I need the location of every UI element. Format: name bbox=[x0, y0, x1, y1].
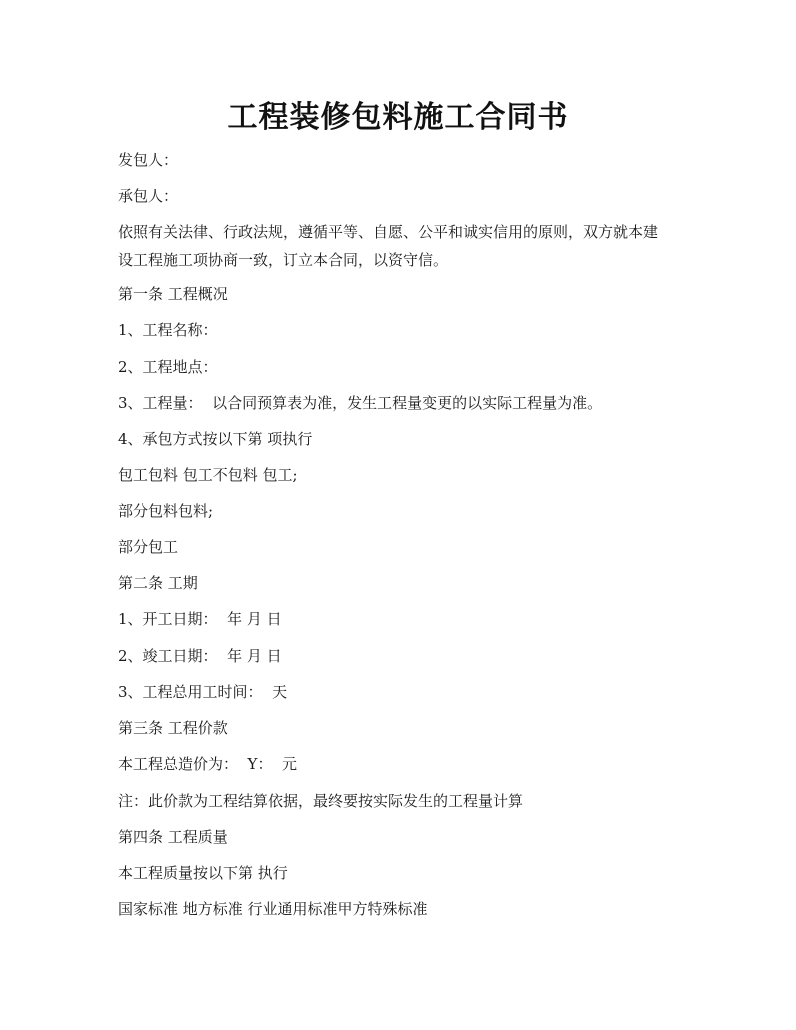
intro-line-1: 依照有关法律、行政法规，遵循平等、自愿、公平和诚实信用的原则，双方就本建 bbox=[118, 223, 659, 241]
contract-method-item: 4、承包方式按以下第 项执行 bbox=[118, 430, 313, 448]
intro-paragraph bbox=[118, 220, 688, 272]
article-3-heading: 第三条 工程价款 bbox=[118, 719, 228, 737]
start-date-item: 1、开工日期： 年 月 日 bbox=[118, 610, 282, 628]
completion-date-item: 2、竣工日期： 年 月 日 bbox=[118, 647, 282, 665]
contract-option-2: 部分包料包料; bbox=[118, 502, 214, 520]
contract-option-1: 包工包料 包工不包料 包工; bbox=[118, 466, 298, 484]
article-1-heading: 第一条 工程概况 bbox=[118, 285, 228, 303]
party-a-label: 发包人： bbox=[118, 151, 179, 169]
document-title: 工程装修包料施工合同书 bbox=[227, 100, 569, 135]
total-duration-item: 3、工程总用工时间： 天 bbox=[118, 683, 288, 701]
project-name-item: 1、工程名称： bbox=[118, 321, 218, 339]
quality-standard-options: 国家标准 地方标准 行业通用标准甲方特殊标准 bbox=[118, 900, 428, 918]
quality-standard-line: 本工程质量按以下第 执行 bbox=[118, 864, 288, 882]
total-price-line: 本工程总造价为： Y： 元 bbox=[118, 755, 297, 773]
contract-option-3: 部分包工 bbox=[118, 538, 179, 556]
article-2-heading: 第二条 工期 bbox=[118, 574, 198, 592]
article-4-heading: 第四条 工程质量 bbox=[118, 828, 228, 846]
party-b-label: 承包人： bbox=[118, 187, 179, 205]
project-location-item: 2、工程地点： bbox=[118, 358, 218, 376]
intro-line-2: 设工程施工项协商一致，订立本合同，以资守信。 bbox=[118, 251, 449, 269]
project-quantity-item: 3、工程量： 以合同预算表为准，发生工程量变更的以实际工程量为准。 bbox=[118, 394, 603, 412]
price-note-line: 注：此价款为工程结算依据，最终要按实际发生的工程量计算 bbox=[118, 792, 524, 810]
